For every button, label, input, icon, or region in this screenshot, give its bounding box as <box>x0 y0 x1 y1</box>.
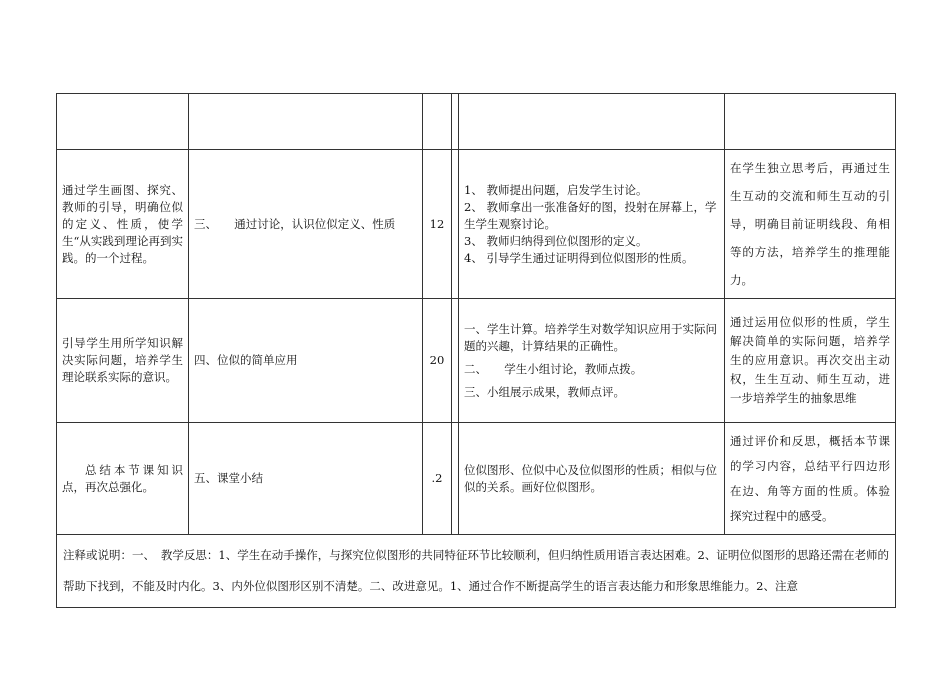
step-cell: 四、位似的简单应用 <box>189 299 423 423</box>
activity-line: 一、学生计算。培养学生对数学知识应用于实际问题的兴趣，计算结果的正确性。 <box>464 321 717 353</box>
intent-cell: 通过评价和反思，概括本节课的学习内容，总结平行四边形在边、角等方面的性质。体验探究过程中的感受。 <box>725 423 896 535</box>
notes-cell: 注释或说明：一、 教学反思：1、学生在动手操作，与探究位似图形的共同特征环节比较顺利，但归纳性质用语言表达困难。2、证明位似图形的思路还需在老师的帮助下找到，不能及时内化。3、内外位似图形区别不清楚。二、改进意见。1、通过合作不断提高学生的语言表达能力和形象思维能力。2、注意 <box>57 535 896 608</box>
spacer-cell <box>452 423 459 535</box>
spacer-cell <box>452 94 459 150</box>
step-cell: 三、 通过讨论，认识位似定义、性质 <box>189 150 423 299</box>
activity-line: 二、 学生小组讨论，教师点拨。 <box>464 361 643 376</box>
table-row <box>57 423 896 535</box>
goal-cell: 总结本节课知识点，再次总强化。 <box>57 423 189 535</box>
time-cell: 20 <box>423 299 452 423</box>
goal-cell: 引导学生用所学知识解决实际问题，培养学生理论联系实际的意识。 <box>57 299 189 423</box>
activity-line: 4、 引导学生通过证明得到位似图形的性质。 <box>464 250 694 265</box>
time-cell: 12 <box>423 150 452 299</box>
goal-cell: 通过学生画图、探究、教师的引导，明确位似的定义、性质，使学生“从实践到理论再到实践。的一个过程。 <box>57 150 189 299</box>
spacer-cell <box>452 299 459 423</box>
goal-cell <box>57 94 189 150</box>
activity-line: 2、 教师拿出一张准备好的图，投射在屏幕上，学生学生观察讨论。 <box>464 199 717 231</box>
activity-cell <box>459 94 725 150</box>
activity-cell <box>459 423 725 535</box>
table-row-notes <box>57 535 896 608</box>
table-row <box>57 150 896 299</box>
lesson-plan-table <box>56 93 896 608</box>
activity-line: 3、 教师归纳得到位似图形的定义。 <box>464 233 648 248</box>
intent-cell: 在学生独立思考后，再通过生生互动的交流和师生互动的引导，明确目前证明线段、角相等的方法，培养学生的推理能力。 <box>725 150 896 299</box>
activity-line: 三、小组展示成果，教师点评。 <box>464 384 625 399</box>
activity-cell <box>459 299 725 423</box>
intent-cell: 通过运用位似形的性质，学生解决简单的实际问题，培养学生的应用意识。再次交出主动权，生生互动、师生互动，进一步培养学生的抽象思维 <box>725 299 896 423</box>
intent-cell <box>725 94 896 150</box>
time-cell <box>423 94 452 150</box>
spacer-cell <box>452 150 459 299</box>
table-row <box>57 299 896 423</box>
activity-line: 1、 教师提出问题，启发学生讨论。 <box>464 182 648 197</box>
step-cell: 五、课堂小结 <box>189 423 423 535</box>
table-row-blank <box>57 94 896 150</box>
activity-line: 位似图形、位似中心及位似图形的性质；相似与位似的关系。画好位似图形。 <box>464 462 717 494</box>
step-cell <box>189 94 423 150</box>
activity-cell <box>459 150 725 299</box>
time-cell: .2 <box>423 423 452 535</box>
